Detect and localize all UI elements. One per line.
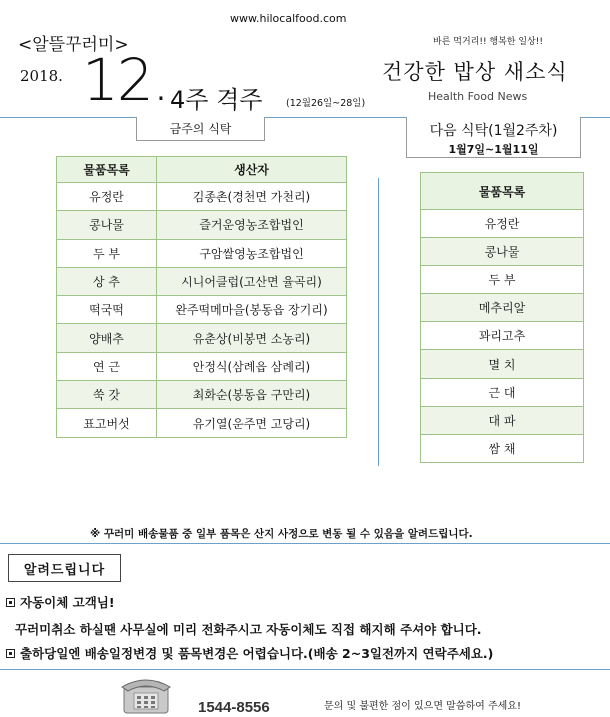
list-item xyxy=(421,210,584,238)
item-name: 떡국떡 xyxy=(57,296,157,324)
table-row xyxy=(57,267,347,295)
list-item xyxy=(421,350,584,378)
producer-name: 안정식(삼례읍 삼례리) xyxy=(157,352,347,380)
item-name: 유정란 xyxy=(421,210,584,238)
item-name: 양배추 xyxy=(57,324,157,352)
this-week-table xyxy=(56,156,347,438)
column-header-producer: 생산자 xyxy=(157,157,347,183)
table-header-row xyxy=(421,173,584,210)
list-item xyxy=(421,238,584,266)
table-row xyxy=(57,352,347,380)
producer-name: 유춘상(비봉면 소농리) xyxy=(157,324,347,352)
slogan: 바른 먹거리!! 행복한 일상!! xyxy=(433,37,543,47)
table-row xyxy=(57,183,347,211)
producer-name: 완주떡메마을(봉동읍 장기리) xyxy=(157,296,347,324)
announcement-line-3 xyxy=(6,644,493,662)
announcement-line-1 xyxy=(6,593,115,611)
list-item xyxy=(421,406,584,434)
brand-name: <알뜰꾸러미> xyxy=(18,35,129,55)
item-name: 상 추 xyxy=(57,267,157,295)
item-name: 대 파 xyxy=(421,406,584,434)
item-name: 표고버섯 xyxy=(57,409,157,437)
issue-week: 4주 격주 xyxy=(170,86,263,114)
substitution-notice: ※ 꾸러미 배송물품 중 일부 품목은 산지 사정으로 변동 될 수 있음을 알려드립니다. xyxy=(90,528,473,540)
item-name: 쌈 채 xyxy=(421,434,584,462)
column-header-items: 물품목록 xyxy=(421,173,584,210)
item-name: 근 대 xyxy=(421,378,584,406)
item-name: 꽈리고추 xyxy=(421,322,584,350)
producer-name: 즐거운영농조합법인 xyxy=(157,211,347,239)
section-divider xyxy=(0,543,610,544)
contact-note: 문의 및 불편한 점이 있으면 말씀하여 주세요! xyxy=(324,701,521,712)
square-bullet-icon xyxy=(6,649,15,658)
table-row xyxy=(57,239,347,267)
item-name: 메추리알 xyxy=(421,294,584,322)
issue-year: 2018. xyxy=(20,67,63,85)
producer-name: 시니어클럽(고산면 율곡리) xyxy=(157,267,347,295)
table-row xyxy=(57,409,347,437)
announcement-line-2: 꾸러미취소 하실땐 사무실에 미리 전화주시고 자동이체도 직접 해지해 주셔야 합니다. xyxy=(15,622,482,637)
item-name: 콩나물 xyxy=(57,211,157,239)
next-week-table xyxy=(420,172,584,463)
column-header-items: 물품목록 xyxy=(57,157,157,183)
announcement-title: 알려드립니다 xyxy=(8,554,121,582)
next-week-header xyxy=(406,117,581,158)
announcement-text: 자동이체 고객님! xyxy=(20,595,115,610)
newsletter-title: 건강한 밥상 새소식 xyxy=(382,60,568,84)
phone-number: 1544-8556 xyxy=(198,699,270,716)
footer-divider xyxy=(0,669,610,670)
producer-name: 김종촌(경천면 가천리) xyxy=(157,183,347,211)
next-week-title: 다음 식탁(1월2주차) xyxy=(429,123,558,139)
issue-date-range: (12월26일~28일) xyxy=(286,98,366,109)
producer-name: 구암쌀영농조합법인 xyxy=(157,239,347,267)
producer-name: 유기열(운주면 고당리) xyxy=(157,409,347,437)
list-item xyxy=(421,434,584,462)
table-row xyxy=(57,296,347,324)
announcement-text: 출하당일엔 배송일정변경 및 품목변경은 어렵습니다.(배송 2~3일전까지 연락주세요.) xyxy=(20,646,494,661)
list-item xyxy=(421,322,584,350)
table-row xyxy=(57,324,347,352)
table-header-row xyxy=(57,157,347,183)
next-week-dates: 1월7일~1월11일 xyxy=(448,143,539,156)
item-name: 두 부 xyxy=(421,266,584,294)
table-row xyxy=(57,381,347,409)
this-week-label: 금주의 식탁 xyxy=(136,117,265,141)
column-divider xyxy=(378,178,379,466)
item-name: 두 부 xyxy=(57,239,157,267)
square-bullet-icon xyxy=(6,598,15,607)
newsletter-subtitle: Health Food News xyxy=(428,90,528,103)
item-name: 쑥 갓 xyxy=(57,381,157,409)
table-row xyxy=(57,211,347,239)
item-name: 멸 치 xyxy=(421,350,584,378)
list-item xyxy=(421,378,584,406)
telephone-icon xyxy=(120,675,172,715)
list-item xyxy=(421,294,584,322)
website-url: www.hilocalfood.com xyxy=(230,12,347,25)
item-name: 연 근 xyxy=(57,352,157,380)
issue-month: 12. xyxy=(82,46,169,114)
item-name: 유정란 xyxy=(57,183,157,211)
list-item xyxy=(421,266,584,294)
producer-name: 최화순(봉동읍 구만리) xyxy=(157,381,347,409)
item-name: 콩나물 xyxy=(421,238,584,266)
